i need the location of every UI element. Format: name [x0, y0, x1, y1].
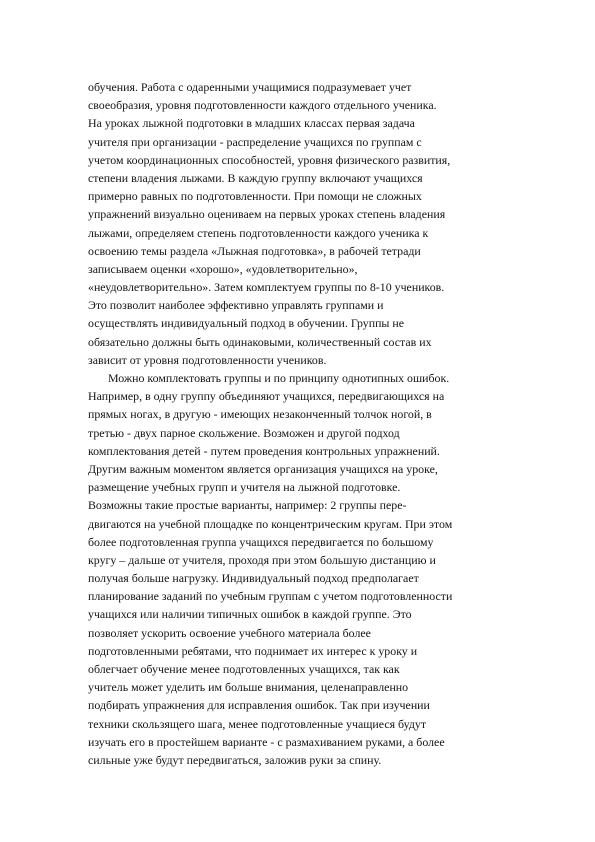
text-line: подбирать упражнения для исправления ошибок. Так при изучении	[88, 698, 430, 713]
text-line: сильные уже будут передвигаться, заложив руки за спину.	[88, 752, 382, 767]
body-text	[88, 78, 516, 769]
text-line: учитель может уделить им больше внимания, целенаправленно	[88, 680, 409, 695]
text-line: примерно равных по подготовленности. При помощи не сложных	[88, 189, 422, 204]
text-line: техники скользящего шага, менее подготовленные учащиеся будут	[88, 716, 427, 731]
text-line: учетом координационных способностей, уровня физического развития,	[88, 152, 451, 167]
text-line: размещение учебных групп и учителя на лыжной подготовке.	[88, 480, 401, 495]
text-line: третью - двух парное скольжение. Возможен и другой подход	[88, 425, 400, 440]
text-line: учителя при организации - распределение учащихся по группам с	[88, 134, 422, 149]
text-line: более подготовленная группа учащихся передвигается по большому	[88, 534, 434, 549]
text-line: позволяет ускорить освоение учебного материала более	[88, 625, 371, 640]
text-line: осуществлять индивидуальный подход в обучении. Группы не	[88, 316, 405, 331]
text-line: двигаются на учебной площадке по концентрическим кругам. При этом	[88, 516, 453, 531]
text-line: обучения. Работа с одаренными учащимися подразумевает учет	[88, 80, 412, 94]
text-line: Возможны такие простые варианты, например: 2 группы пере-	[88, 498, 407, 513]
text-line: степени владения лыжами. В каждую группу включают учащихся	[88, 170, 423, 185]
text-line: прямых ногах, в другую - имеющих незаконченный толчок ногой, в	[88, 407, 432, 422]
text-line: Другим важным моментом является организация учащихся на уроке,	[88, 461, 438, 476]
text-line: «неудовлетворительно». Затем комплектуем группы по 8-10 учеников.	[88, 280, 445, 295]
text-line: учащихся или наличии типичных ошибок в каждой группе. Это	[88, 607, 412, 622]
text-line: упражнений визуально оцениваем на первых уроках степень владения	[88, 207, 446, 222]
text-line: комплектования детей - путем проведения контрольных упражнений.	[88, 443, 440, 458]
text-line: облегчает обучение менее подготовленных учащихся, так как	[88, 662, 400, 676]
text-line: изучать его в простейшем варианте - с размахиванием руками, а более	[88, 734, 445, 749]
text-line: своеобразия, уровня подготовленности каждого отдельного ученика.	[88, 98, 437, 113]
text-line: кругу – дальше от учителя, проходя при этом большую дистанцию и	[88, 552, 436, 567]
text-line: Например, в одну группу объединяют учащихся, передвигающихся на	[88, 389, 445, 404]
text-line: Это позволит наиболее эффективно управлять группами и	[88, 298, 384, 313]
text-line: На уроках лыжной подготовки в младших классах первая задача	[88, 116, 415, 131]
text-line: освоению темы раздела «Лыжная подготовка», в рабочей тетради	[88, 243, 421, 258]
text-line: получая больше нагрузку. Индивидуальный подход предполагает	[88, 571, 419, 586]
text-line: лыжами, определяем степень подготовленности каждого ученика к	[88, 225, 429, 240]
text-line: подготовленными ребятами, что поднимает их интерес к уроку и	[88, 643, 418, 658]
text-line: зависит от уровня подготовленности учеников.	[88, 352, 327, 367]
text-line: планирование заданий по учебным группам с учетом подготовленности	[88, 589, 453, 604]
text-line: обязательно должны быть одинаковыми, количественный состав их	[88, 334, 432, 349]
paragraph-first-line: Можно комплектовать группы и по принципу однотипных ошибок.	[108, 371, 450, 385]
text-line: записываем оценки «хорошо», «удовлетворительно»,	[88, 261, 358, 276]
